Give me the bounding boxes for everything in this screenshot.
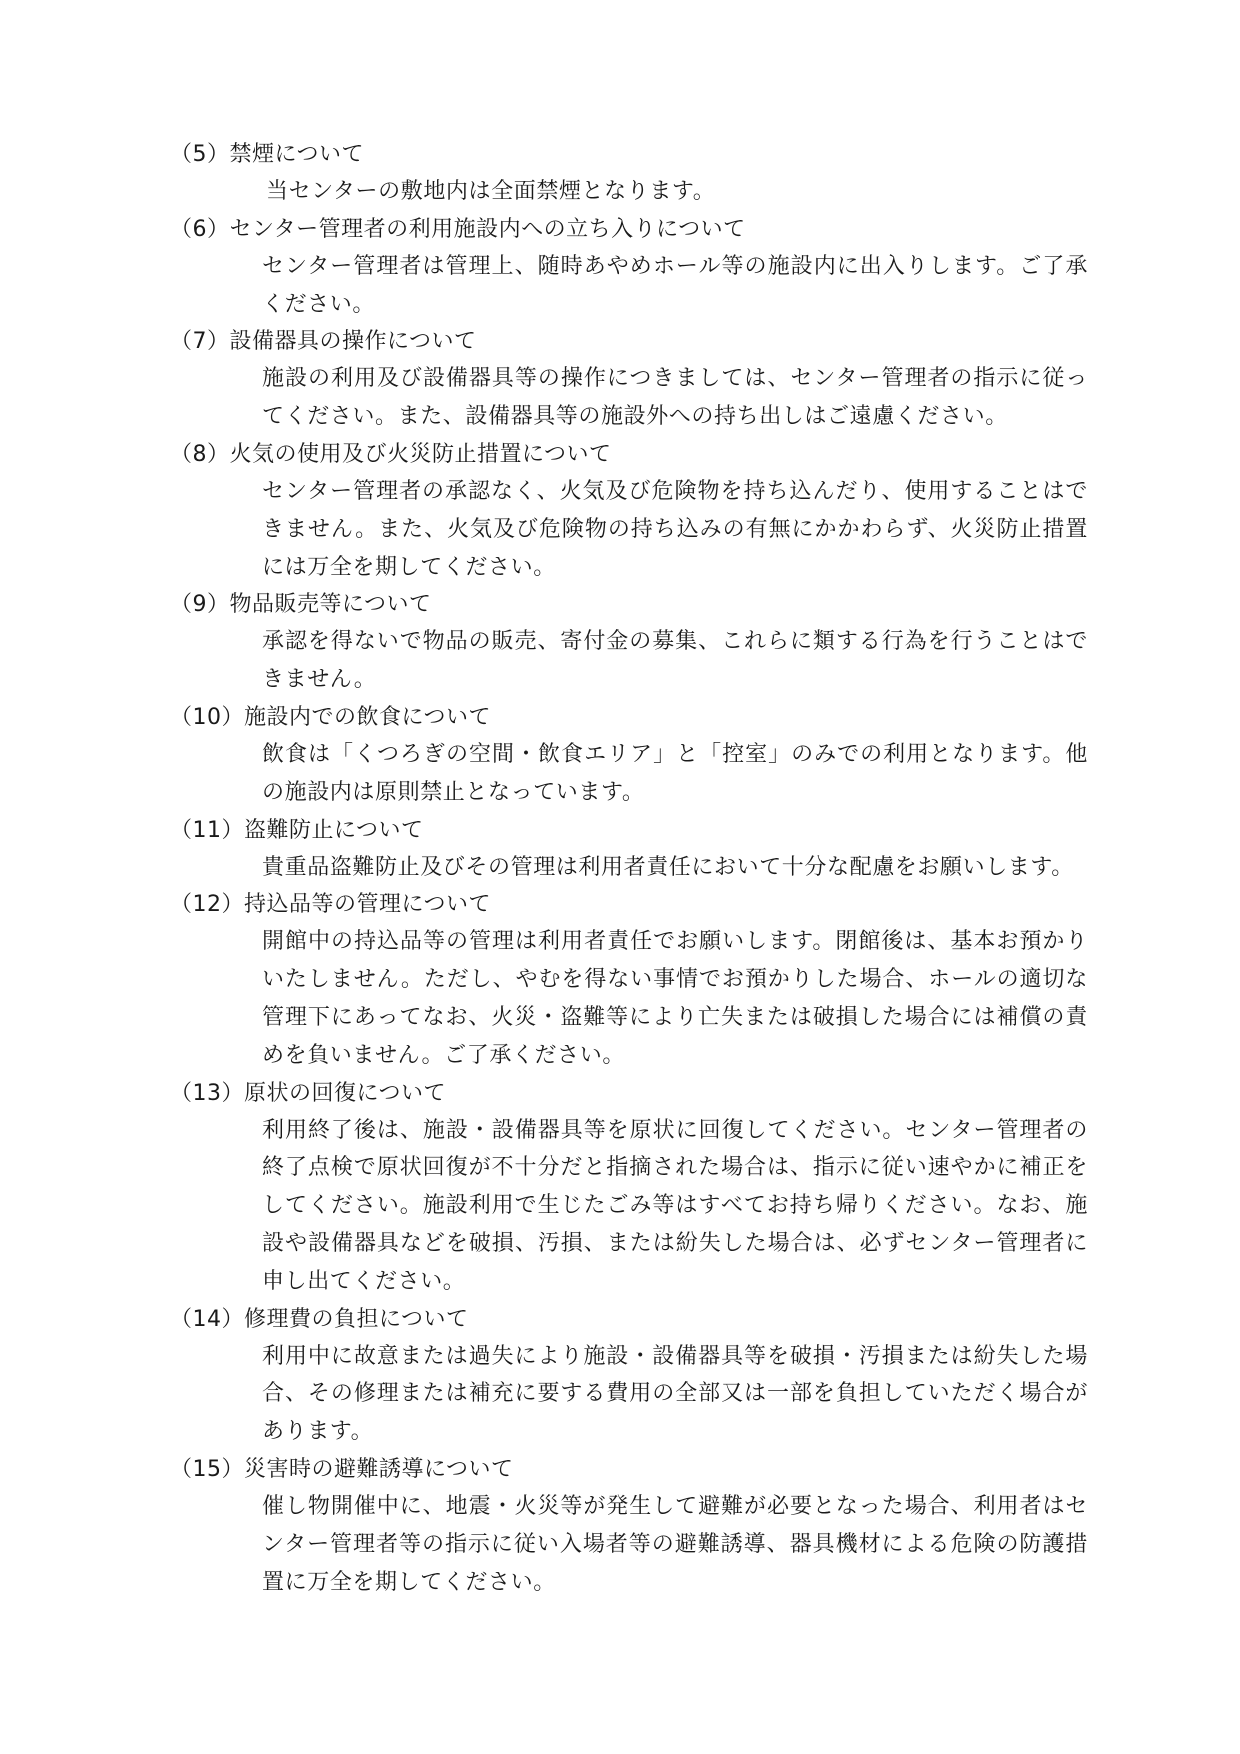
section-heading: （13）原状の回復について [170, 1080, 447, 1106]
section-heading: （11）盗難防止について [170, 817, 424, 843]
section-body: 当センターの敷地内は全面禁煙となります。 [266, 179, 716, 204]
section-body: 飲食は「くつろぎの空間・飲食エリア」と「控室」のみでの利用となります。他の施設内は原則禁止となっています。 [262, 741, 1088, 805]
section-heading: （10）施設内での飲食について [170, 704, 492, 730]
section-manager-entry [170, 211, 1090, 324]
section-body: 利用中に故意または過失により施設・設備器具等を破損・汚損または紛失した場合、その修理または補充に要する費用の全部又は一部を負担していただく場合があります。 [262, 1343, 1088, 1445]
section-heading: （14）修理費の負担について [170, 1306, 469, 1332]
section-body: 開館中の持込品等の管理は利用者責任でお願いします。閉館後は、基本お預かりいたしません。ただし、やむを得ない事情でお預かりした場合、ホールの適切な管理下にあってなお、火災・盗難等により亡失または破損した場合には補償の責めを負いません。ご了承ください。 [262, 929, 1088, 1068]
section-eating-drinking [170, 699, 1090, 812]
section-heading: （8）火気の使用及び火災防止措置について [170, 441, 612, 467]
section-body: センター管理者の承認なく、火気及び危険物を持ち込んだり、使用することはできません。また、火気及び危険物の持ち込みの有無にかかわらず、火災防止措置には万全を期してください。 [262, 478, 1088, 580]
section-heading: （12）持込品等の管理について [170, 892, 492, 918]
section-theft-prevention [170, 812, 1090, 887]
section-body: 催し物開催中に、地震・火災等が発生して避難が必要となった場合、利用者はセンター管理者等の指示に従い入場者等の避難誘導、器具機材による危険の防護措置に万全を期してください。 [262, 1493, 1088, 1595]
section-restoration [170, 1075, 1090, 1301]
section-body: センター管理者は管理上、随時あやめホール等の施設内に出入りします。ご了承ください。 [262, 253, 1088, 317]
section-heading: （15）災害時の避難誘導について [170, 1456, 514, 1482]
section-fire-prevention [170, 436, 1090, 586]
section-repair-costs [170, 1301, 1090, 1451]
section-body: 貴重品盗難防止及びその管理は利用者責任において十分な配慮をお願いします。 [262, 854, 1074, 880]
section-equipment-operation [170, 323, 1090, 436]
section-heading: （5）禁煙について [170, 142, 365, 167]
section-evacuation [170, 1451, 1090, 1601]
section-heading: （7）設備器具の操作について [170, 329, 477, 355]
section-sales [170, 586, 1090, 699]
section-body: 施設の利用及び設備器具等の操作につきましては、センター管理者の指示に従ってください。また、設備器具等の施設外への持ち出しはご遠慮ください。 [262, 366, 1088, 430]
section-belongings [170, 886, 1090, 1074]
section-heading: （6）センター管理者の利用施設内への立ち入りについて [170, 216, 746, 242]
section-no-smoking [170, 136, 1090, 211]
section-body: 利用終了後は、施設・設備器具等を原状に回復してください。センター管理者の終了点検で原状回復が不十分だと指摘された場合は、指示に従い速やかに補正をしてください。施設利用で生じたごみ等はすべてお持ち帰りください。なお、施設や設備器具などを破損、汚損、または紛失した場合は、必ずセンター管理者に申し出てください。 [262, 1117, 1088, 1294]
section-body: 承認を得ないで物品の販売、寄付金の募集、これらに類する行為を行うことはできません。 [262, 629, 1088, 693]
rules-list [170, 136, 1090, 1601]
section-heading: （9）物品販売等について [170, 592, 432, 618]
